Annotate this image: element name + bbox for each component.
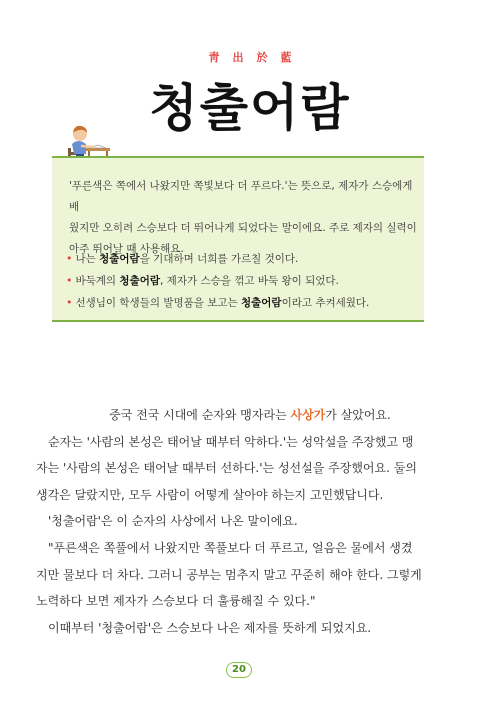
story-line: 자는 '사람의 본성은 태어날 때부터 선하다.'는 성선설을 주장했어요. 둘의: [36, 461, 417, 476]
bullet-icon: •: [66, 252, 73, 265]
story-line: 이때부터 '청출어람'은 스승보다 나은 제자를 뜻하게 되었지요.: [48, 620, 372, 635]
story-line: 지만 물보다 더 차다. 그러니 공부는 멈추지 말고 꾸준히 해야 한다. 그렇게: [36, 567, 422, 582]
example-item: • 바둑계의 청출어람, 제자가 스승을 꺾고 바둑 왕이 되었다.: [66, 274, 339, 287]
definition-line: 웠지만 오히려 스승보다 더 뛰어나게 되었다는 말이에요. 주로 제자의 실력이: [69, 222, 417, 234]
story-line: '청출어람'은 이 순자의 사상에서 나온 말이에요.: [48, 514, 298, 529]
story-line: "푸른색은 쪽풀에서 나왔지만 쪽풀보다 더 푸르고, 얼음은 물에서 생겼: [48, 540, 413, 555]
definition-line: '푸른색은 쪽에서 나왔지만 쪽빛보다 더 푸르다.'는 뜻으로, 제자가 스승에게 배: [69, 180, 413, 213]
example-item: • 선생님이 학생들의 발명품을 보고는 청출어람이라고 추켜세웠다.: [66, 296, 370, 309]
keyword: 청출어람: [241, 297, 282, 309]
keyword-highlight: 사상가: [290, 408, 326, 422]
story-line: 생각은 달랐지만, 모두 사람이 어떻게 살아야 하는지 고민했답니다.: [36, 487, 384, 502]
keyword: 청출어람: [99, 253, 140, 265]
story-text: [36, 402, 464, 641]
title-hanja: 靑出於藍: [208, 51, 305, 64]
bullet-icon: •: [66, 274, 73, 287]
keyword: 청출어람: [119, 275, 160, 287]
story-line: 노력하다 보면 제자가 스승보다 더 훌륭해질 수 있다.": [36, 594, 316, 609]
definition-line: 아주 뛰어날 때 사용해요.: [69, 243, 184, 255]
story-line: 순자는 '사람의 본성은 태어날 때부터 악하다.'는 성악설을 주장했고 맹: [48, 434, 414, 449]
example-item: • 나는 청출어람을 기대하며 너희를 가르칠 것이다.: [66, 252, 299, 265]
page-number: 20: [226, 662, 252, 678]
story-paragraph: 중국 전국 시대에 순자와 맹자라는 사상가가 살았어요.: [109, 408, 391, 422]
example-list: [66, 248, 418, 314]
page-title: 청출어람: [149, 79, 351, 137]
bullet-icon: •: [66, 296, 73, 309]
